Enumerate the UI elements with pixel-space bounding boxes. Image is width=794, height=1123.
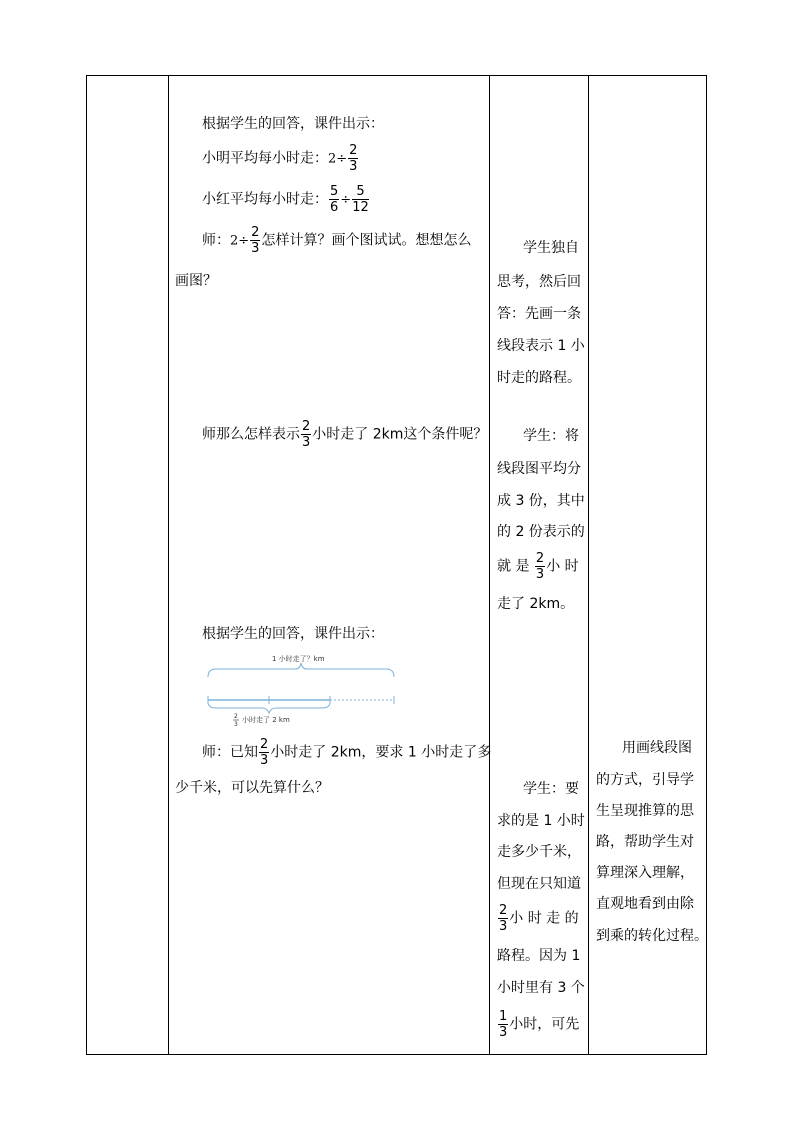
table-border-col1: [168, 75, 169, 1055]
paragraph-xiaohong: 小红平均每小时走： $\frac{5}{6}$ ÷ $\frac{5}{12}$: [202, 184, 369, 215]
student-answer-3-line3: 走多少千米，: [497, 844, 581, 860]
fraction-two-thirds: $\frac{2}{3}$: [349, 143, 358, 174]
student-answer-3-line4: 但现在只知道: [497, 876, 581, 892]
paragraph-teacher-how: 师那么怎样表示 $\frac{2}{3}$ 小时走了 2km这个条件呢？: [202, 419, 488, 450]
table-border-top: [86, 75, 707, 76]
design-intent-line2: 的方式，引导学: [596, 772, 694, 788]
table-border-left: [86, 75, 87, 1055]
student-answer-1-line1: 学生独自: [523, 240, 579, 256]
fraction-five-twelfths: $\frac{5}{12}$: [352, 184, 369, 215]
table-border-col2: [489, 75, 490, 1055]
diagram-frac-num: 2: [234, 713, 238, 720]
student-answer-3-line8: $\frac{1}{3}$ 小时，可先: [499, 1009, 580, 1040]
student-answer-2-line1: 学生：将: [523, 428, 579, 444]
fraction-two-thirds: $\frac{2}{3}$: [260, 737, 269, 768]
student-answer-2-line4: 的 2 份表示的: [497, 524, 585, 540]
design-intent-line6: 直观地看到由除: [596, 896, 694, 912]
student-answer-1-line2: 思考，然后回: [497, 274, 581, 290]
paragraph-xiaoming: 小明平均每小时走：2÷ $\frac{2}{3}$: [202, 143, 358, 174]
paragraph-teacher-known: 师：已知 $\frac{2}{3}$ 小时走了 2km，要求 1 小时走了多: [202, 737, 492, 768]
student-answer-2-line3: 成 3 份，其中: [497, 493, 585, 509]
paragraph-teacher-question: 师：2÷ $\frac{2}{3}$ 怎样计算？画个图试试。想想怎么: [202, 225, 472, 256]
student-answer-3-line1: 学生：要: [523, 781, 579, 797]
line-segment-diagram: [200, 650, 400, 730]
design-intent-line3: 生呈现推算的思: [596, 803, 694, 819]
diagram-top-label: 1 小时走了？km: [272, 655, 325, 663]
design-intent-line5: 算理深入理解，: [596, 865, 694, 881]
fraction-two-thirds: $\frac{2}{3}$: [302, 419, 311, 450]
design-intent-line4: 路，帮助学生对: [596, 834, 694, 850]
student-answer-2-line6: 走了 2km。: [497, 596, 575, 612]
fraction-two-thirds: $\frac{2}{3}$: [251, 225, 260, 256]
table-border-right: [706, 75, 707, 1055]
fraction-one-third: $\frac{1}{3}$: [499, 1009, 508, 1040]
paragraph-courseware-2: 根据学生的回答，课件出示：: [202, 626, 384, 642]
table-border-col3: [588, 75, 589, 1055]
student-answer-2-line5: 就 是 $\frac{2}{3}$ 小 时: [497, 551, 579, 582]
fraction-two-thirds: $\frac{2}{3}$: [499, 903, 508, 934]
student-answer-3-line5: $\frac{2}{3}$ 小 时 走 的: [499, 903, 579, 934]
student-answer-1-line5: 时走的路程。: [497, 370, 581, 386]
fraction-two-thirds: $\frac{2}{3}$: [535, 551, 545, 582]
student-answer-3-line2: 求的是 1 小时: [497, 813, 585, 829]
paragraph-teacher-question-line2: 画图？: [175, 273, 217, 289]
brace-top: [208, 663, 394, 677]
student-answer-1-line3: 答：先画一条: [497, 306, 581, 322]
student-answer-3-line7: 小时里有 3 个: [497, 980, 585, 996]
student-answer-3-line6: 路程。因为 1: [497, 948, 581, 964]
student-answer-1-line4: 线段表示 1 小: [497, 338, 585, 354]
design-intent-line1: 用画线段图: [622, 740, 692, 756]
design-intent-line7: 到乘的转化过程。: [596, 928, 708, 944]
fraction-five-sixths: $\frac{5}{6}$: [330, 184, 339, 215]
table-border-bottom: [86, 1054, 707, 1055]
paragraph-courseware-1: 根据学生的回答，课件出示：: [202, 116, 384, 132]
diagram-frac-den: 3: [234, 721, 238, 728]
student-answer-2-line2: 线段图平均分: [497, 461, 581, 477]
diagram-bottom-label: 小时走了 2 km: [242, 716, 290, 724]
paragraph-teacher-known-line2: 少千米，可以先算什么？: [175, 780, 329, 796]
